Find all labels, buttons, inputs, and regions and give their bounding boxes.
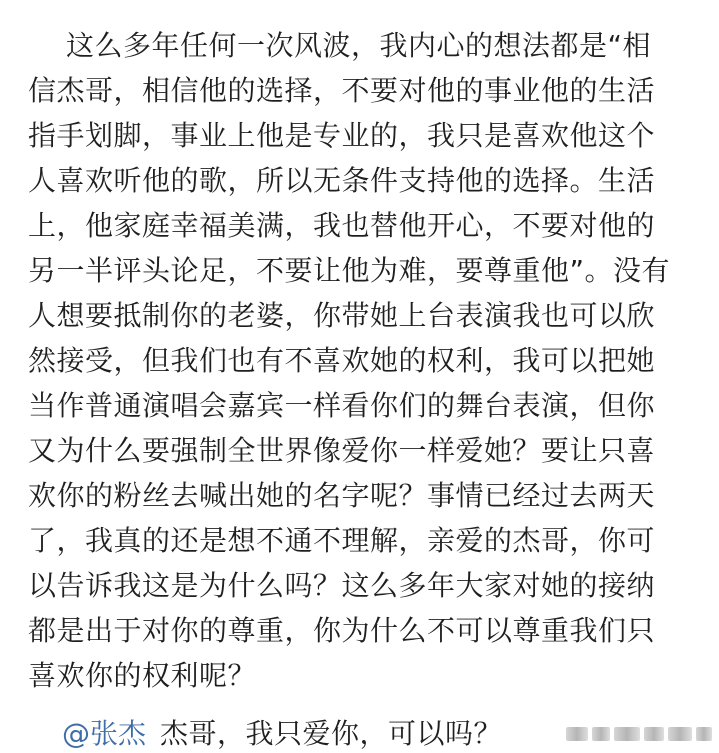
- post-line: 人想要抵制你的老婆，你带她上台表演我也可以欣: [28, 299, 656, 332]
- blurred-watermark: [566, 722, 714, 746]
- post-line: 信杰哥，相信他的选择，不要对他的事业他的生活: [28, 74, 656, 107]
- post-line: 都是出于对你的尊重，你为什么不可以尊重我们只: [28, 614, 656, 647]
- post-line: 以告诉我这是为什么吗？这么多年大家对她的接纳: [28, 569, 656, 602]
- user-mention-link[interactable]: @张杰: [62, 717, 147, 750]
- post-line: 又为什么要强制全世界像爱你一样爱她？要让只喜: [28, 434, 656, 467]
- post-line: 人喜欢听他的歌，所以无条件支持他的选择。生活: [28, 164, 656, 197]
- post-line: 指手划脚，事业上他是专业的，我只是喜欢他这个: [28, 119, 656, 152]
- post-line: 喜欢你的权利呢？: [28, 659, 257, 692]
- post-line: 了，我真的还是想不通不理解，亲爱的杰哥，你可: [28, 524, 656, 557]
- post-line: 欢你的粉丝去喊出她的名字呢？事情已经过去两天: [28, 479, 656, 512]
- post-line: 这么多年任何一次风波，我内心的想法都是“相: [66, 29, 652, 62]
- footer-text: 杰哥，我只爱你，可以吗？: [160, 717, 503, 750]
- post-line: 上，他家庭幸福美满，我也替他开心，不要对他的: [28, 209, 656, 242]
- post-line: 然接受，但我们也有不喜欢她的权利，我可以把她: [28, 344, 656, 377]
- post-line: 另一半评头论足，不要让他为难，要尊重他”。没有: [28, 254, 671, 287]
- post-line: 当作普通演唱会嘉宾一样看你们的舞台表演，但你: [28, 389, 656, 422]
